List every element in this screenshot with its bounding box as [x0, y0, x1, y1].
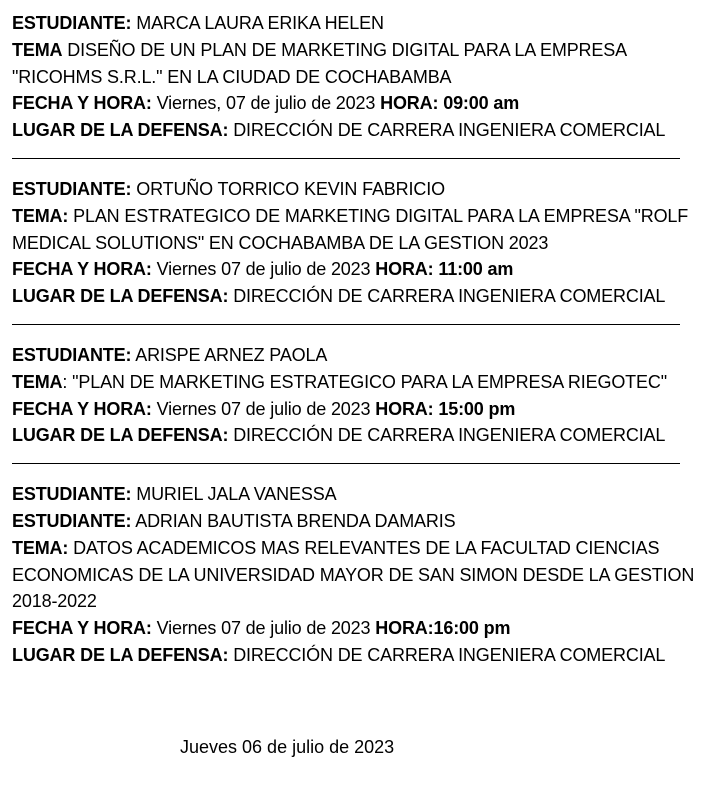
- defense-date: Viernes, 07 de julio de 2023: [156, 93, 376, 114]
- date-time-label: FECHA Y HORA:: [12, 259, 152, 280]
- time-label: HORA:: [375, 398, 434, 419]
- defense-entry-4: [12, 481, 720, 669]
- student-name: MURIEL JALA VANESSA: [136, 484, 337, 505]
- defense-date: Viernes 07 de julio de 2023: [156, 259, 371, 280]
- place-label: LUGAR DE LA DEFENSA:: [12, 425, 229, 446]
- topic-label: TEMA:: [12, 537, 69, 558]
- topic-line-continued: MEDICAL SOLUTIONS" EN COCHABAMBA DE LA GESTION 2023: [12, 232, 549, 253]
- student-label: ESTUDIANTE:: [12, 13, 132, 33]
- time-label: HORA:: [375, 259, 434, 280]
- student-line: [12, 481, 720, 508]
- place-label: LUGAR DE LA DEFENSA:: [12, 120, 229, 141]
- date-time-label: FECHA Y HORA:: [12, 618, 152, 639]
- place-line: [12, 117, 720, 144]
- topic-label: TEMA: [12, 39, 63, 60]
- date-time-line: [12, 615, 720, 642]
- student-name: ORTUÑO TORRICO KEVIN FABRICIO: [136, 178, 445, 199]
- defense-date: Viernes 07 de julio de 2023: [156, 398, 371, 419]
- student-name: MARCA LAURA ERIKA HELEN: [136, 13, 384, 33]
- defense-time: 11:00 am: [438, 259, 514, 280]
- defense-place: DIRECCIÓN DE CARRERA INGENIERA COMERCIAL: [233, 425, 666, 446]
- place-line: [12, 422, 720, 449]
- date-time-line: [12, 396, 720, 423]
- student-label: ESTUDIANTE:: [12, 178, 132, 199]
- topic-line: [12, 535, 720, 562]
- separator-line: [12, 158, 680, 159]
- topic-line-continued: "RICOHMS S.R.L." EN LA CIUDAD DE COCHABAMBA: [12, 66, 452, 87]
- defense-time: HORA:16:00 pm: [375, 618, 511, 639]
- defense-entry-1: [12, 10, 720, 144]
- date-time-label: FECHA Y HORA:: [12, 93, 152, 114]
- topic-line: [12, 369, 720, 396]
- defense-entry-3: [12, 342, 720, 449]
- student-name: ARISPE ARNEZ PAOLA: [135, 344, 328, 365]
- time-label: HORA:: [380, 93, 439, 114]
- student-line: [12, 508, 720, 535]
- document-date: Jueves 06 de julio de 2023: [180, 737, 395, 757]
- place-label: LUGAR DE LA DEFENSA:: [12, 286, 229, 307]
- student-label: ESTUDIANTE:: [12, 484, 132, 505]
- topic-label: TEMA: [12, 371, 63, 392]
- place-line: [12, 642, 720, 669]
- topic-text: PLAN ESTRATEGICO DE MARKETING DIGITAL PARA LA EMPRESA "ROLF: [73, 205, 689, 226]
- topic-line: [12, 203, 720, 230]
- topic-text: DATOS ACADEMICOS MAS RELEVANTES DE LA FACULTAD CIENCIAS: [73, 537, 660, 558]
- topic-text: : "PLAN DE MARKETING ESTRATEGICO PARA LA EMPRESA RIEGOTEC": [62, 371, 667, 392]
- student-line: [12, 176, 720, 203]
- student-line: [12, 342, 720, 369]
- place-line: [12, 283, 720, 310]
- student-label: ESTUDIANTE:: [12, 510, 132, 531]
- separator-line: [12, 324, 680, 325]
- topic-line: [12, 37, 720, 64]
- topic-text: DISEÑO DE UN PLAN DE MARKETING DIGITAL PARA LA EMPRESA: [67, 39, 627, 60]
- topic-line-continued: 2018-2022: [12, 591, 97, 612]
- student-line: [12, 10, 720, 37]
- defense-date: Viernes 07 de julio de 2023: [156, 618, 371, 639]
- topic-line-continued: ECONOMICAS DE LA UNIVERSIDAD MAYOR DE SAN SIMON DESDE LA GESTION: [12, 564, 695, 585]
- topic-label: TEMA:: [12, 205, 69, 226]
- defense-time: 15:00 pm: [438, 398, 516, 419]
- student-name: ADRIAN BAUTISTA BRENDA DAMARIS: [135, 510, 456, 531]
- document-body: [12, 10, 720, 669]
- separator-line: [12, 463, 680, 464]
- defense-place: DIRECCIÓN DE CARRERA INGENIERA COMERCIAL: [233, 120, 666, 141]
- defense-place: DIRECCIÓN DE CARRERA INGENIERA COMERCIAL: [233, 644, 666, 665]
- defense-place: DIRECCIÓN DE CARRERA INGENIERA COMERCIAL: [233, 286, 666, 307]
- student-label: ESTUDIANTE:: [12, 344, 132, 365]
- date-time-line: [12, 256, 720, 283]
- date-time-label: FECHA Y HORA:: [12, 398, 152, 419]
- defense-entry-2: [12, 176, 720, 310]
- date-time-line: [12, 90, 720, 117]
- defense-time: 09:00 am: [443, 93, 520, 114]
- place-label: LUGAR DE LA DEFENSA:: [12, 644, 229, 665]
